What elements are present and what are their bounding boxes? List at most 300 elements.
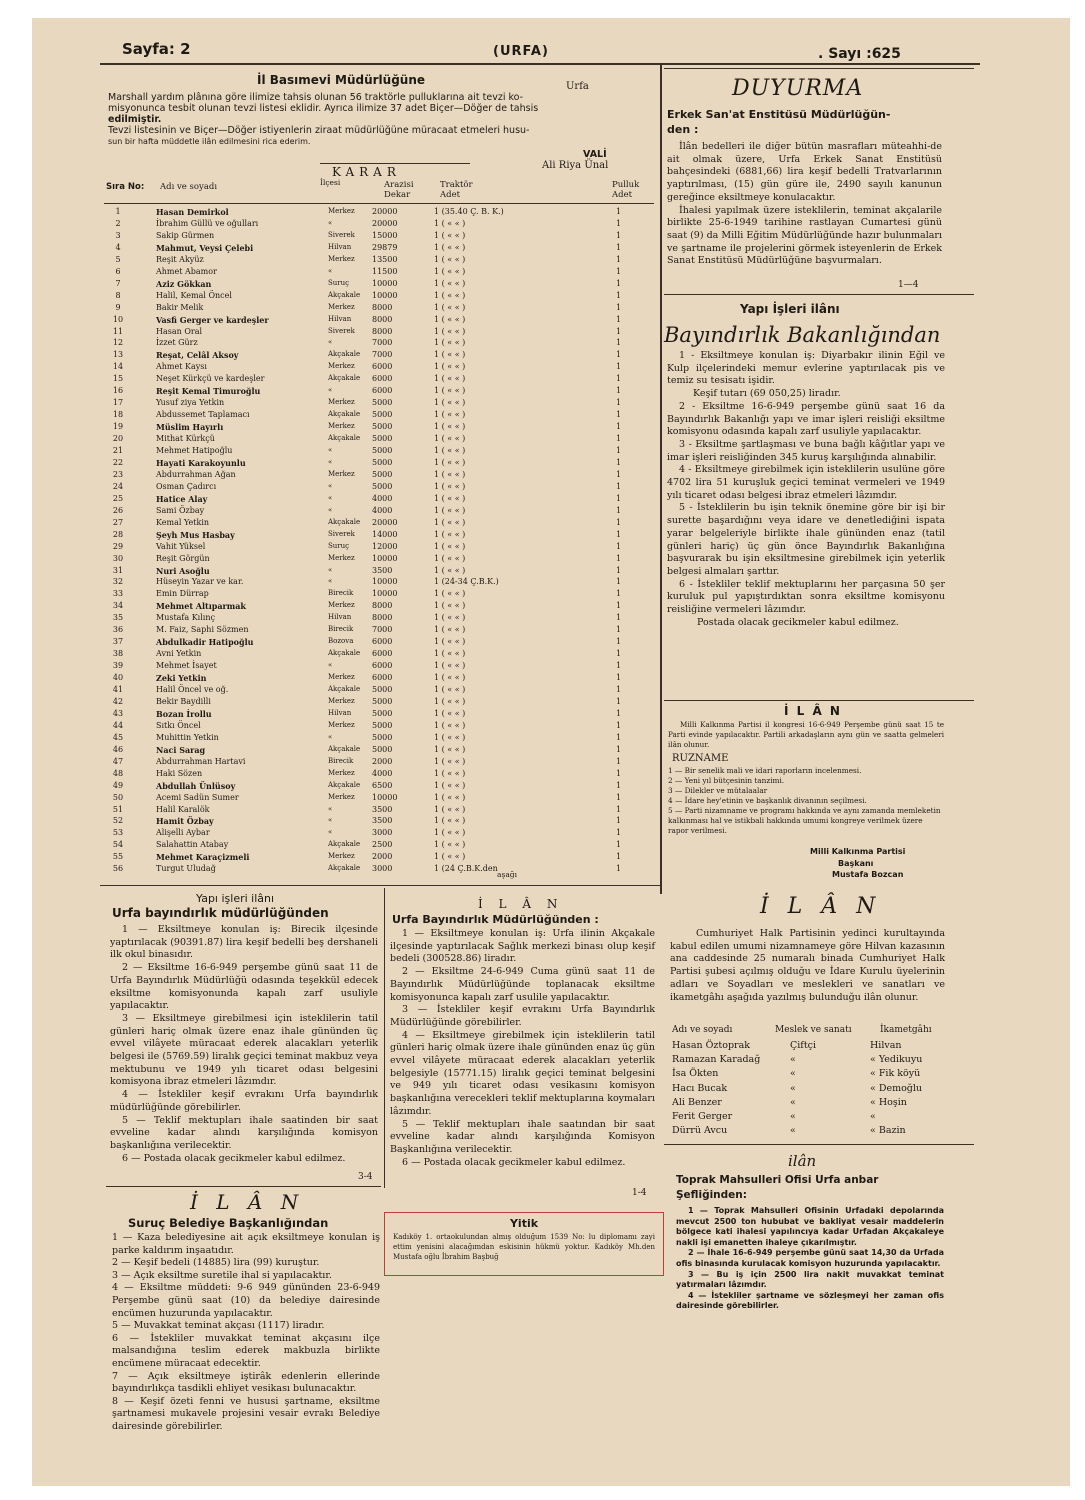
table-row <box>104 577 664 589</box>
table-cell: 56 <box>112 864 124 874</box>
table-cell: 49 <box>112 780 124 790</box>
table-cell: Reşit Görgün <box>156 553 210 563</box>
table-cell: 47 <box>112 756 124 766</box>
table-cell: 5000 <box>372 422 393 432</box>
table-cell: 1 ( « « ) <box>434 326 466 336</box>
table-cell: M. Faiz, Saphi Sözmen <box>156 625 249 635</box>
table-cell: 33 <box>112 589 124 599</box>
table-cell: Bozan İrollu <box>156 708 212 719</box>
table-cell: 5 <box>115 254 121 264</box>
table-row <box>104 613 664 625</box>
duyurma-bottom-rule <box>664 294 974 295</box>
list-item: 5 — Muvakkat teminat akçası (1117) liradır. <box>112 1320 325 1332</box>
urfa-yapi-body <box>110 924 378 1165</box>
table-cell: Turgut Uludağ <box>156 864 216 874</box>
table-row <box>104 219 664 231</box>
table-cell: 14 <box>112 362 124 372</box>
table-cell: Acemi Sadün Sumer <box>156 792 239 802</box>
list-item: 8 — Keşif özeti fenni ve hususi şartname, eksiltme şartnamesi mukavele projesini vesair evrakı Belediye dairesinde görebilirler. <box>112 1395 380 1432</box>
table-row <box>104 362 664 374</box>
list-item: 1 — Bir senelik mali ve idari raporların incelenmesi. <box>668 766 862 775</box>
table-cell: Hüseyin Yazar ve kar. <box>156 577 244 587</box>
table-cell: 50 <box>112 792 124 802</box>
yitik-box <box>384 1212 664 1276</box>
table-cell: 1 <box>616 529 622 539</box>
table-cell: Merkez <box>328 302 355 311</box>
table-cell: Sami Özbay <box>156 505 205 515</box>
table-cell: 8000 <box>372 314 393 324</box>
table-cell: 1 <box>616 649 622 659</box>
table-cell: 5000 <box>372 720 393 730</box>
table-cell: 1 ( « « ) <box>434 314 466 324</box>
table-cell: Salahattin Atabay <box>156 840 229 850</box>
table-cell: Reşit Kemal Timuroğlu <box>156 386 261 397</box>
table-cell: 1 ( « « ) <box>434 457 466 467</box>
basimevi-body <box>108 92 653 147</box>
table-cell: 1 ( « « ) <box>434 290 466 300</box>
bayindirlik-title: Bayındırlık Bakanlığından <box>664 323 941 347</box>
table-cell: 1 ( « « ) <box>434 398 466 408</box>
table-cell: 5000 <box>372 398 393 408</box>
urfa-ilan-num: 1-4 <box>632 1188 647 1198</box>
table-cell: « <box>328 493 333 502</box>
table-cell: 39 <box>112 661 124 671</box>
table-row <box>104 506 664 518</box>
table-cell: « <box>328 505 333 514</box>
table-row <box>104 243 664 255</box>
table-cell: 1 <box>616 434 622 444</box>
table-cell: Birecik <box>328 756 354 765</box>
table-row <box>104 589 664 601</box>
duyurma-sub1: Erkek San'at Enstitüsü Müdürlüğün- <box>667 108 891 121</box>
table-cell: 1 ( « « ) <box>434 589 466 599</box>
col-header-ilce: İlçesi <box>320 178 341 187</box>
table-cell: 1 ( « « ) <box>434 840 466 850</box>
table-row <box>104 458 664 470</box>
table-cell: Hasan Oral <box>156 326 203 336</box>
table-cell: 2000 <box>372 852 393 862</box>
table-cell: Akçakale <box>328 410 361 419</box>
yitik-text: Kadıköy 1. ortaokulundan almış olduğum 1539 No: lu diplomamı zayi ettim yenisini alacağımdan eskisinin hükmü yoktur. Kadıköy Mh.den Mustafa oğlu İbrahim Başbuğ <box>393 1233 655 1261</box>
table-row <box>104 255 664 267</box>
table-cell: Merkez <box>328 207 355 215</box>
table-row <box>104 327 664 339</box>
table-cell: 1 ( « « ) <box>434 254 466 264</box>
table-row <box>104 446 664 458</box>
table-row <box>104 207 664 219</box>
table-cell: 52 <box>112 816 124 826</box>
table-cell: 1 ( « « ) <box>434 708 466 718</box>
table-row <box>104 422 664 434</box>
table-cell: Siverek <box>328 529 355 538</box>
vali-name: Ali Riya Ünal <box>542 160 609 171</box>
chp-bottom-rule <box>664 1144 974 1145</box>
table-cell: 10000 <box>372 290 398 300</box>
table-cell: 3000 <box>372 828 393 838</box>
table-cell: Hilvan <box>870 1040 902 1051</box>
table-row <box>104 864 664 876</box>
table-cell: Bekir Baydilli <box>156 696 211 706</box>
table-cell: 13500 <box>372 254 398 264</box>
table-cell: 1 ( « « ) <box>434 553 466 563</box>
table-cell: 6000 <box>372 649 393 659</box>
lower-column-divider <box>384 888 385 1188</box>
table-cell: « <box>328 828 333 837</box>
table-cell: 1 ( « « ) <box>434 685 466 694</box>
table-cell: 40 <box>112 673 124 683</box>
table-cell: 1 (24 Ç.B.K.den <box>434 864 498 874</box>
table-cell: 1 ( « « ) <box>434 661 466 671</box>
table-cell: Hayati Karakoyunlu <box>156 457 246 468</box>
ruzname-title: RUZNAME <box>672 753 729 764</box>
table-cell: « <box>790 1111 796 1122</box>
table-cell: 24 <box>112 481 124 491</box>
table-cell: 20000 <box>372 218 398 228</box>
table-cell: 1 <box>616 457 622 467</box>
table-cell: 1 <box>616 613 622 623</box>
urfa-ilan-p5: 5 — Teklif mektupları ihale saatından bir saat evveline kadar alındı karşılığında Komisyon Başkanlığına verilecektir. <box>390 1118 655 1155</box>
bayindirlik-top: Yapı İşleri ilânı <box>740 302 840 316</box>
table-cell: Zeki Yetkin <box>156 673 207 684</box>
table-row <box>104 637 664 649</box>
table-cell: 7000 <box>372 338 393 348</box>
urfa-yapi-top: Yapı işleri ilânı <box>196 892 275 905</box>
table-cell: 1 ( « « ) <box>434 242 466 252</box>
table-cell: 1 <box>616 207 622 216</box>
lower-section-rule <box>100 885 660 886</box>
table-cell: 4000 <box>372 505 393 515</box>
table-cell: Merkez <box>328 601 355 610</box>
table-cell: Hasan Öztoprak <box>672 1040 750 1051</box>
table-cell: 53 <box>112 828 124 838</box>
table-cell: Hacı Bucak <box>672 1082 728 1094</box>
table-cell: Naci Sarag <box>156 744 206 755</box>
table-cell: Hasan Demirkol <box>156 207 229 217</box>
table-cell: 2500 <box>372 840 393 850</box>
table-cell: 1 <box>616 469 622 479</box>
table-cell: 27 <box>112 517 124 527</box>
table-cell: Akçakale <box>328 350 361 359</box>
table-row <box>104 542 664 554</box>
table-cell: 29879 <box>372 242 398 252</box>
list-item: 2 — Yeni yıl bütçesinin tanzimi. <box>668 776 785 785</box>
table-cell: Ahmet Kaysı <box>156 362 207 372</box>
table-cell: 1 ( « « ) <box>434 517 466 527</box>
table-cell: 10000 <box>372 278 398 288</box>
table-cell: 16 <box>112 386 124 396</box>
table-cell: 1 ( « « ) <box>434 613 466 623</box>
table-row <box>104 279 664 291</box>
table-cell: Kemal Yetkin <box>156 517 210 527</box>
urfa-ilan-title: İ L Â N <box>478 897 564 911</box>
table-cell: 1 ( « « ) <box>434 696 466 706</box>
table-cell: 37 <box>112 637 124 647</box>
table-cell: 8000 <box>372 601 393 611</box>
table-cell: Halil Öncel ve oğ. <box>156 685 229 694</box>
table-cell: Halil Karalök <box>156 804 210 814</box>
table-cell: 10000 <box>372 589 398 599</box>
table-cell: Nuri Asoğlu <box>156 565 210 576</box>
table-cell: 8000 <box>372 613 393 623</box>
urfa-yapi-p4: 4 — İstekliler keşif evrakını Urfa bayındırlık müdürlüğünde görebilirler. <box>110 1089 378 1113</box>
table-cell: Ali Benzer <box>672 1096 722 1108</box>
table-cell: « <box>328 457 333 466</box>
col-header-arazi: Arazisi Dekar <box>384 180 414 200</box>
toprak-title: ilân <box>788 1152 817 1170</box>
table-cell: 1 <box>616 804 622 814</box>
table-cell: 1 <box>616 816 622 826</box>
table-cell: Dürrü Avcu <box>672 1125 728 1137</box>
table-cell: 1 ( « « ) <box>434 410 466 420</box>
table-cell: Neşet Kürkçü ve kardeşler <box>156 374 265 384</box>
table-cell: 1 <box>616 864 622 874</box>
table-row <box>104 315 664 327</box>
table-cell: Mehmet İsayet <box>156 661 217 671</box>
table-cell: 1 ( « « ) <box>434 565 466 575</box>
table-row <box>104 697 664 709</box>
table-cell: Akçakale <box>328 290 361 299</box>
table-row <box>104 840 664 852</box>
table-cell: 1 <box>616 565 622 575</box>
table-cell: 1 <box>616 493 622 503</box>
table-cell: Abdurrahman Ağan <box>156 469 236 479</box>
table-cell: 1 ( « « ) <box>434 780 466 790</box>
table-cell: 1 ( « « ) <box>434 529 466 539</box>
table-header-rule <box>104 203 654 204</box>
table-cell: 54 <box>112 840 124 850</box>
list-item: 6 — İstekliler muvakkat teminat akçasını ilçe malsandığına teslim ederek makbuzla birlikte encümene müracaat edecektir. <box>112 1332 380 1369</box>
table-row <box>104 781 664 793</box>
table-cell: 1 <box>616 625 622 635</box>
chp-col-ikamet: İkametgâhı <box>880 1025 932 1035</box>
toprak-sub2: Şefliğinden: <box>676 1189 747 1201</box>
table-cell: 36 <box>112 625 124 635</box>
table-row <box>104 852 664 864</box>
karar-title: KARAR <box>332 165 401 179</box>
table-cell: 1 ( « « ) <box>434 278 466 288</box>
table-cell: 10 <box>112 314 124 324</box>
table-cell: 1 <box>616 720 622 730</box>
table-cell: « Demoğlu <box>870 1082 923 1094</box>
table-cell: Merkez <box>328 362 355 371</box>
urfa-ilan-body <box>390 928 655 1169</box>
table-cell: 1 ( « « ) <box>434 493 466 503</box>
table-cell: Ahmet Abamor <box>156 266 217 276</box>
toprak-sub1: Toprak Mahsulleri Ofisi Urfa anbar <box>676 1174 879 1186</box>
table-cell: Bakir Melik <box>156 302 204 312</box>
table-cell: 5000 <box>372 708 393 718</box>
bayindirlik-p1b: Keşif tutarı (69 050,25) liradır. <box>693 388 841 400</box>
bayindirlik-bottom-rule <box>664 700 974 701</box>
table-cell: 29 <box>112 541 124 551</box>
parti-ilan-p1: Milli Kalkınma Partisi il kongresi 16-6-949 Perşembe günü saat 15 te Parti evinde yapılacaktır. Partili arkadaşların aynı gün ve saatta gelmeleri ilân olunur. <box>668 720 944 749</box>
table-row <box>104 434 664 446</box>
table-row <box>104 494 664 506</box>
urfa-yapi-p2: 2 — Eksiltme 16-6-949 perşembe günü saat 11 de Urfa Bayındırlık Müdürlüğü odasında teşekkül edecek eksiltme komisyonunda kapalı zarf usuliyle yapılacaktır. <box>110 962 378 1012</box>
table-cell: 1 ( « « ) <box>434 434 466 444</box>
list-item: 3 — Dilekler ve mütalaalar <box>668 786 768 795</box>
table-row <box>104 625 664 637</box>
table-cell: 6500 <box>372 780 393 790</box>
table-cell: 8000 <box>372 302 393 312</box>
table-cell: 25 <box>112 493 124 503</box>
table-cell: Mehmet Karaçizmeli <box>156 852 250 863</box>
table-cell: 1 ( « « ) <box>434 374 466 384</box>
table-cell: Abdulkadir Hatipoğlu <box>156 637 254 648</box>
toprak-p1: 1 — Toprak Mahsulleri Ofisinin Urfadaki depolarında mevcut 2500 ton hububat ve bakliyat vesair maddelerin bölgece kati ihalesi yapılıncıya kadar Urfadan Akçakaleye nakli işi emanetten ihaleye çıkarılmıştır. <box>676 1206 944 1247</box>
table-cell: 17 <box>112 398 124 408</box>
table-cell: 31 <box>112 565 124 575</box>
table-cell: 1 <box>616 517 622 527</box>
table-cell: Sıtkı Öncel <box>156 720 201 730</box>
table-row <box>104 291 664 303</box>
table-cell: Akçakale <box>328 649 361 658</box>
table-cell: 15 <box>112 374 124 384</box>
table-row <box>104 398 664 410</box>
table-cell: « <box>790 1054 796 1066</box>
table-row <box>104 805 664 817</box>
duyurma-sub2: den : <box>667 123 699 136</box>
table-cell: Reşat, Celâl Aksoy <box>156 350 239 361</box>
table-cell: 1 <box>616 601 622 611</box>
table-cell: 5000 <box>372 434 393 444</box>
table-cell: 10000 <box>372 577 398 587</box>
table-cell: 1 ( « « ) <box>434 422 466 432</box>
table-cell: 20000 <box>372 517 398 527</box>
table-cell: 1 <box>616 422 622 432</box>
suruc-sub: Suruç Belediye Başkanlığından <box>128 1216 329 1230</box>
table-cell: Hilvan <box>328 242 352 251</box>
table-cell: Mustafa Kılınç <box>156 613 215 623</box>
table-cell: 18 <box>112 410 124 420</box>
table-cell: 12 <box>112 338 124 348</box>
table-cell: Ferit Gerger <box>672 1111 733 1122</box>
table-cell: İbrahim Güllü ve oğulları <box>156 218 259 228</box>
parti-sig2: Başkanı <box>838 859 874 868</box>
table-cell: 1 ( « « ) <box>434 362 466 372</box>
toprak-p2: 2 — İhale 16-6-949 perşembe günü saat 14,30 da Urfada ofis binasında kurulacak komisyon huzurunda yapılacaktır. <box>676 1248 944 1268</box>
toprak-body <box>676 1206 944 1312</box>
table-cell: 5000 <box>372 457 393 467</box>
table-cell: 1 (24-34 Ç.B.K.) <box>434 577 499 587</box>
basimevi-line: sun bir hafta müddetle ilân edilmesini rica ederim. <box>108 137 311 146</box>
table-cell: 1 ( « « ) <box>434 230 466 240</box>
table-cell: 1 <box>616 338 622 348</box>
table-cell: « <box>328 816 333 825</box>
table-cell: 44 <box>112 720 124 730</box>
table-cell: 1 <box>616 386 622 396</box>
table-cell: İzzet Gürz <box>156 338 198 348</box>
table-cell: 10000 <box>372 792 398 802</box>
table-cell: 10000 <box>372 553 398 563</box>
table-cell: 1 <box>616 410 622 420</box>
table-cell: 4000 <box>372 768 393 778</box>
table-row <box>104 769 664 781</box>
table-cell: 1 <box>616 708 622 718</box>
table-cell: 1 ( « « ) <box>434 768 466 778</box>
table-cell: Mahmut, Veysi Çelebi <box>156 242 254 253</box>
table-cell: 28 <box>112 529 124 539</box>
table-cell: Müslim Hayırlı <box>156 422 224 433</box>
table-cell: 1 <box>616 314 622 324</box>
table-cell: Mehmet Hatipoğlu <box>156 446 233 455</box>
table-cell: 1 <box>616 696 622 706</box>
table-cell: 55 <box>112 852 124 862</box>
table-cell: 1 ( « « ) <box>434 446 466 455</box>
basimevi-line: misyonunca tesbit olunan tevzi listesi eklidir. Ayrıca ilimize 37 adet Biçer—Döğer de tahsis <box>108 103 539 114</box>
duyurma-body <box>667 141 942 268</box>
table-cell: Halil, Kemal Öncel <box>156 290 232 300</box>
bayindirlik-p7: Postada olacak gecikmeler kabul edilmez. <box>697 616 899 628</box>
table-cell: 8 <box>115 290 121 300</box>
suruc-list <box>112 1232 380 1434</box>
table-cell: « <box>328 266 333 275</box>
table-cell: Bozova <box>328 637 354 646</box>
parti-ilan-title: İ L Â N <box>784 704 842 718</box>
table-cell: 5000 <box>372 481 393 491</box>
table-cell: « <box>328 565 333 574</box>
chp-ilan-p1: Cumhuriyet Halk Partisinin yedinci kurultayında kabul edilen umumi nizamnameye göre Hilvan kazasının ana caddesinde 25 numaralı binada Cumhuriyet Halk Partisi şubesi açılmış olduğu ve İdare Kurulu üyelerinin adları ve Soyadları ve meslekleri ve sanatları ve ikametgâhı aşağıda yazılmış bulunduğu ilân olunur. <box>670 928 945 1003</box>
table-cell: « <box>790 1096 796 1108</box>
table-cell: « <box>790 1082 796 1094</box>
table-cell: « Hoşin <box>870 1096 907 1108</box>
table-cell: Yusuf ziya Yetkin <box>156 398 225 408</box>
table-row <box>104 733 664 745</box>
table-cell: 1 ( « « ) <box>434 386 466 396</box>
table-cell: 6000 <box>372 637 393 647</box>
table-cell: 45 <box>112 732 124 742</box>
urfa-yapi-title: Urfa bayındırlık müdürlüğünden <box>112 906 329 920</box>
table-cell: 26 <box>112 505 124 515</box>
basimevi-line: edilmiştir. <box>108 114 162 125</box>
table-cell: 19 <box>112 422 124 432</box>
table-cell: 5000 <box>372 744 393 754</box>
table-row <box>104 661 664 673</box>
table-cell: « <box>328 218 333 227</box>
table-cell: 1 <box>616 732 622 742</box>
paper-name: (URFA) <box>493 44 549 59</box>
table-cell: Sakip Gürmen <box>156 230 215 240</box>
urfa-ilan-p2: 2 — Eksiltme 24-6-949 Cuma günü saat 11 de Bayındırlık Müdürlüğünde toplanacak eksiltme komisyonunca kapalı zarf usulile yapılacaktır. <box>390 966 655 1003</box>
page-number: Sayfa: 2 <box>122 40 191 58</box>
table-cell: Şeyh Mus Hasbay <box>156 529 235 540</box>
bayindirlik-p4: 4 - Eksiltmeye girebilmek için isteklilerin usulüne göre 4702 lira 51 kuruşluk geçici teminat vermeleri ve 1949 yılı ticaret odası belgesi ibraz etmeleri lâzımdır. <box>667 464 945 501</box>
table-cell: 1 ( « « ) <box>434 756 466 766</box>
table-row <box>104 745 664 757</box>
table-cell: 46 <box>112 744 124 754</box>
table-cell: 32 <box>112 577 124 587</box>
table-cell: 43 <box>112 708 124 718</box>
table-cell: 1 <box>115 207 121 216</box>
bayindirlik-p3: 3 - Eksiltme şartlaşması ve buna bağlı kâğıtlar yapı ve imar işleri reisliğinden 345 kuruş karşılığında alınabilir. <box>667 438 945 463</box>
table-cell: 12000 <box>372 541 398 551</box>
table-cell: 1 <box>616 505 622 515</box>
table-cell: Merkez <box>328 422 355 431</box>
table-cell: Emin Dürrap <box>156 589 209 599</box>
table-cell: 6000 <box>372 362 393 372</box>
table-cell: 5000 <box>372 469 393 479</box>
table-cell: 1 (35.40 Ç. B. K.) <box>434 207 504 216</box>
table-cell: 3500 <box>372 565 393 575</box>
table-cell: 1 ( « « ) <box>434 649 466 659</box>
table-cell: 1 <box>616 446 622 455</box>
list-item: 1 — Kaza belediyesine ait açık eksiltmeye konulan iş parke kaldırım inşaatıdır. <box>112 1232 380 1256</box>
table-cell: Ramazan Karadağ <box>672 1054 761 1066</box>
bayindirlik-body <box>667 350 945 629</box>
issue-number: . Sayı :625 <box>818 46 901 62</box>
table-cell: İsa Ökten <box>672 1068 719 1080</box>
table-cell: 1 <box>616 780 622 790</box>
